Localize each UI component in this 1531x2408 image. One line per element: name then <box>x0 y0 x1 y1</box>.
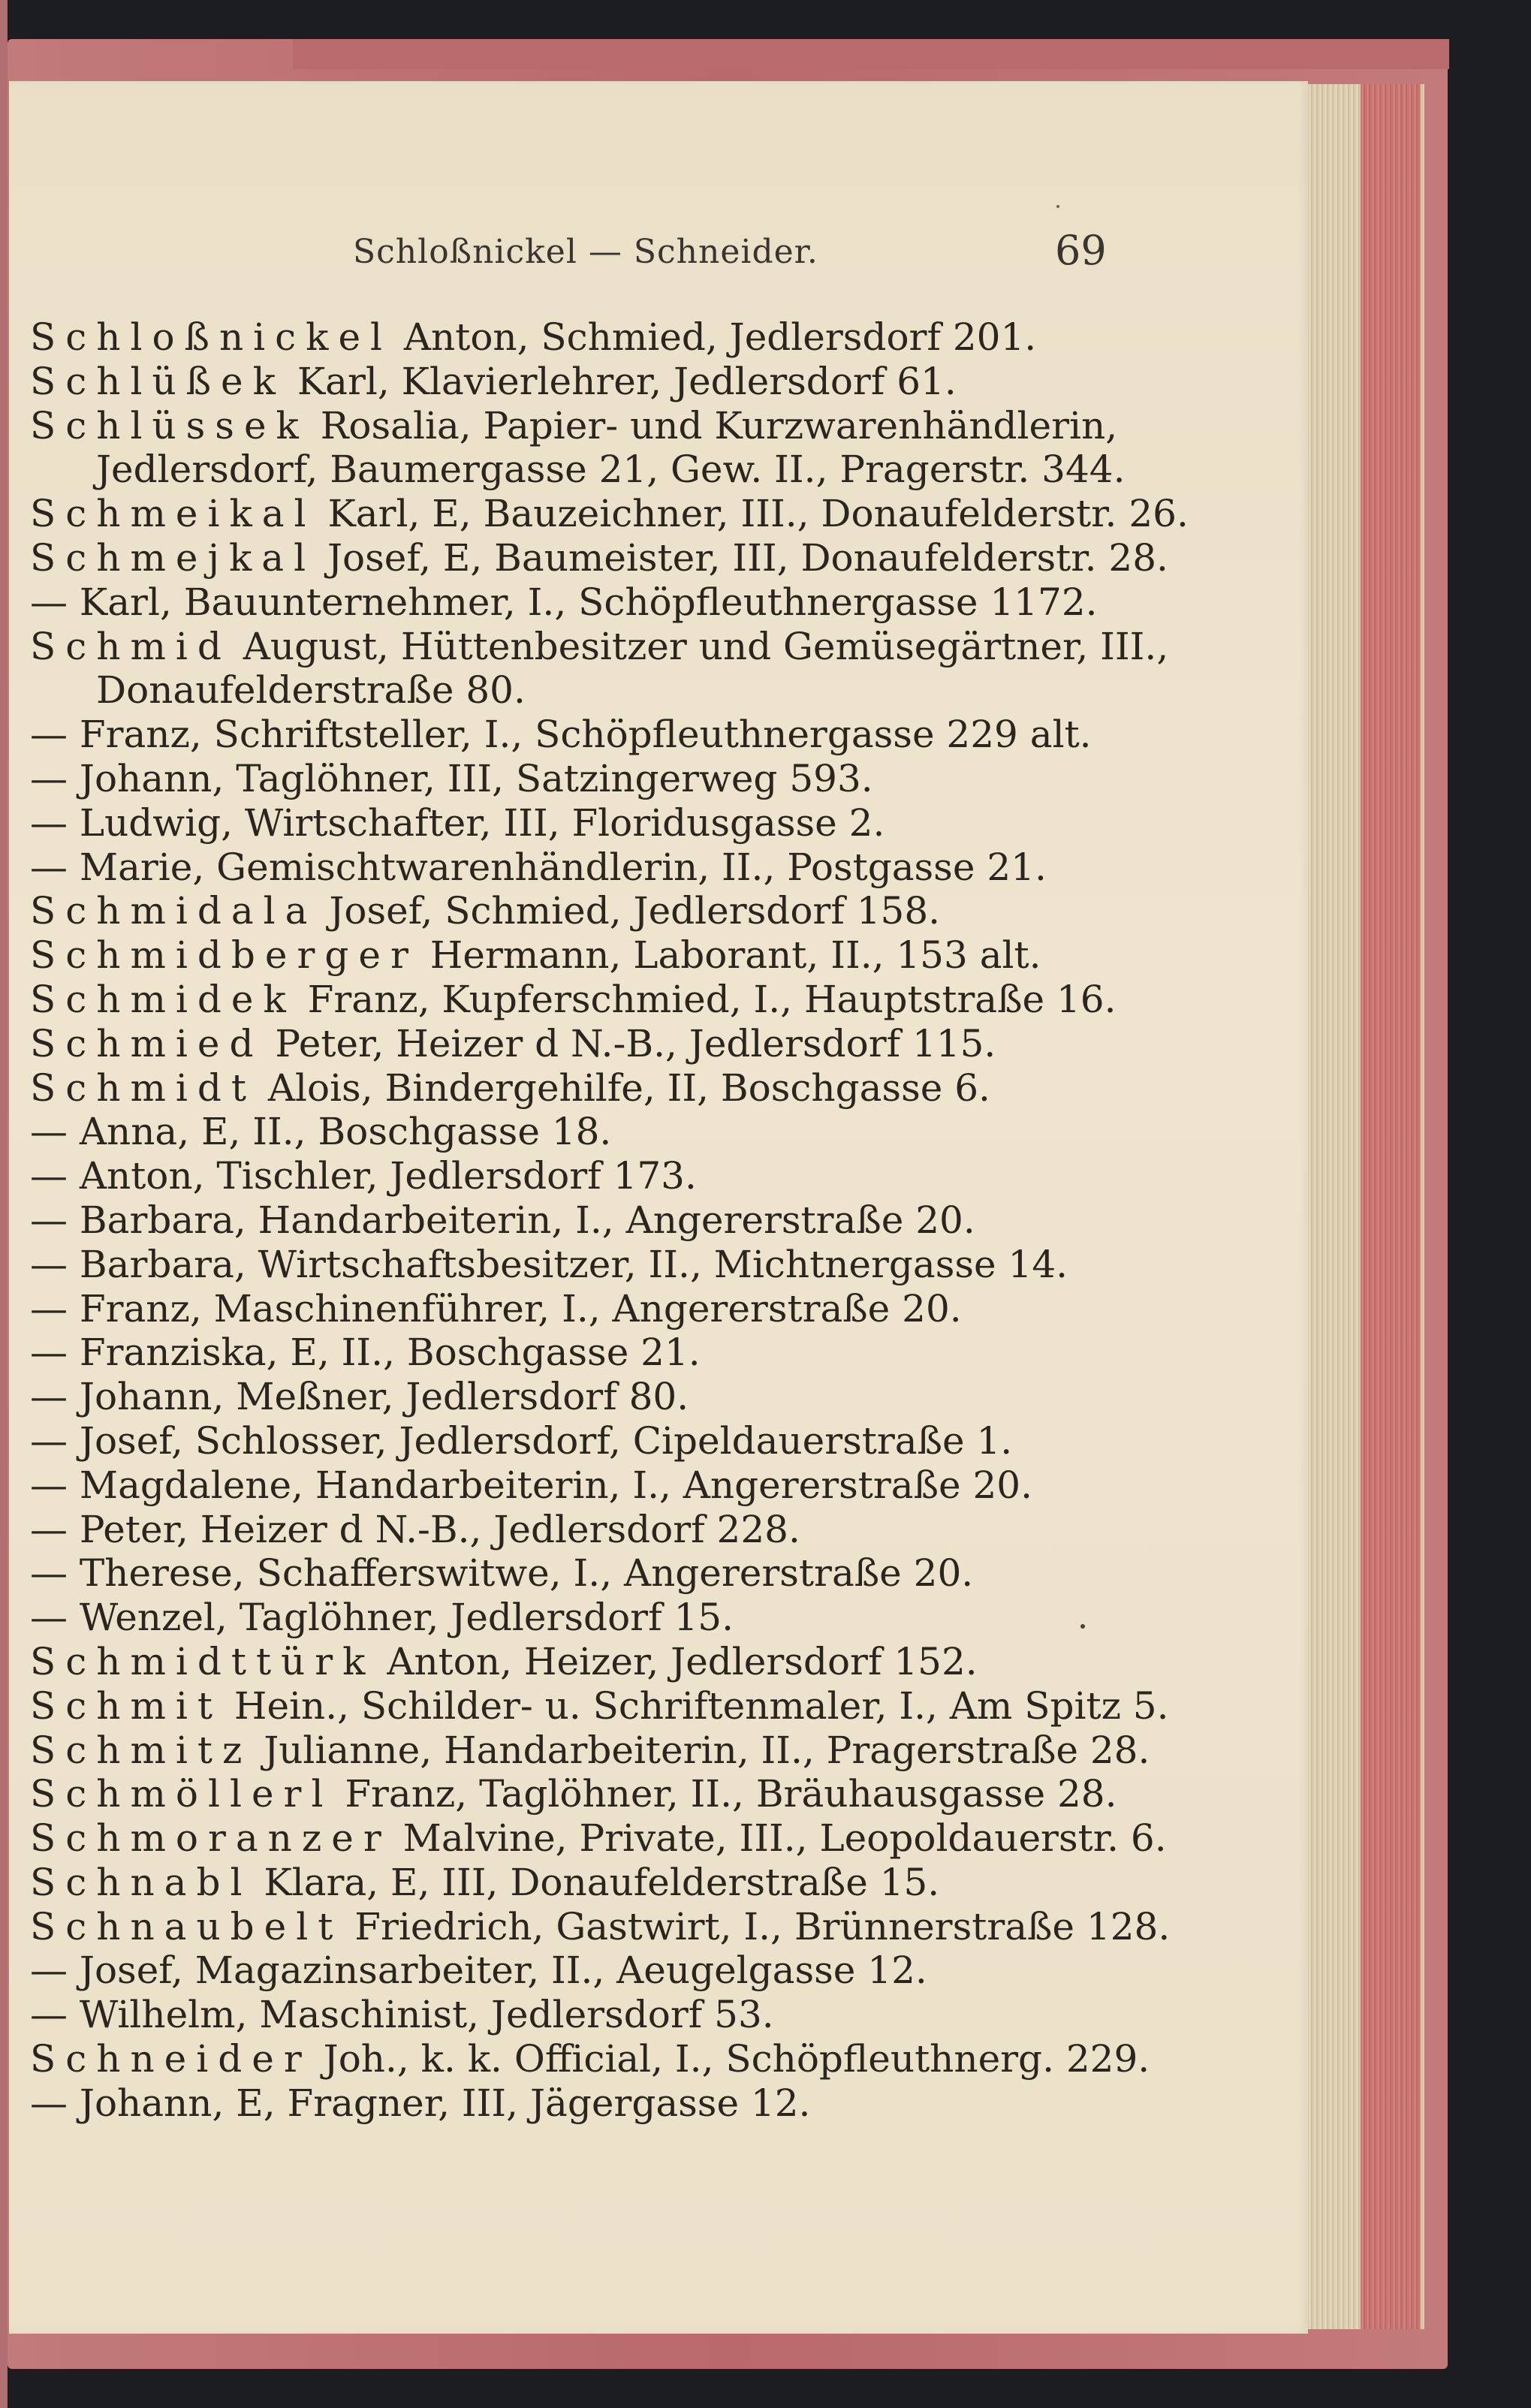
directory-entries <box>30 315 1189 2126</box>
entry-text: Hermann, Laborant, II., 153 alt. <box>417 933 1041 978</box>
directory-entry <box>30 1861 1111 1905</box>
entry-surname: Schmoranzer <box>30 1816 391 1861</box>
entry-text: Karl, E, Bauzeichner, III., Donaufelderstr. 26. <box>315 492 1189 536</box>
directory-entry <box>30 1596 1111 1640</box>
directory-entry <box>30 1904 1171 1949</box>
page-stack-red-edges <box>1361 84 1421 2329</box>
entry-text: Donaufelderstraße 80. <box>96 668 526 713</box>
entry-surname: Schmejkal <box>30 535 316 580</box>
entry-surname: Schmied <box>30 1021 264 1065</box>
entry-surname: Schmeikal <box>30 492 316 536</box>
directory-entry <box>30 1683 1169 1728</box>
entry-text: — Karl, Bauunternehmer, I., Schöpfleuthnergasse 1172. <box>30 580 1098 624</box>
entry-surname: Schmit <box>30 1683 222 1728</box>
entry-text: — Anton, Tischler, Jedlersdorf 173. <box>30 1154 697 1198</box>
directory-entry <box>30 1066 1111 1111</box>
entry-surname: Schmid <box>30 624 231 668</box>
entry-text: Karl, Klavierlehrer, Jedlersdorf 61. <box>285 359 957 403</box>
entry-surname: Schnabl <box>30 1860 252 1904</box>
entry-text: — Johann, E, Fragner, III, Jägergasse 12. <box>30 2081 811 2125</box>
entry-surname: Schmidberger <box>30 933 418 978</box>
directory-entry <box>30 1375 1111 1419</box>
directory-entry <box>30 315 1111 360</box>
entry-text: Malvine, Private, III., Leopoldauerstr. 6. <box>390 1816 1167 1861</box>
entry-text: — Franz, Schriftsteller, I., Schöpfleuthnergasse 229 alt. <box>30 713 1092 757</box>
directory-entry <box>30 757 1111 801</box>
entry-text: Franz, Taglöhner, II., Bräuhausgasse 28. <box>333 1772 1117 1816</box>
entry-text: Rosalia, Papier- und Kurzwarenhändlerin, <box>308 403 1118 448</box>
entry-text: Anton, Schmied, Jedlersdorf 201. <box>392 315 1037 359</box>
entry-text: — Johann, Meßner, Jedlersdorf 80. <box>30 1375 689 1419</box>
directory-entry <box>30 933 1111 978</box>
directory-entry <box>30 668 1111 713</box>
entry-text: — Franziska, E, II., Boschgasse 21. <box>30 1331 701 1375</box>
directory-entry <box>30 977 1117 1022</box>
running-title: Schloßnickel — Schneider. <box>353 233 818 271</box>
directory-entry <box>30 403 1118 448</box>
entry-surname: Schmöllerl <box>30 1772 333 1816</box>
entry-text: Klara, E, III, Donaufelderstraße 15. <box>252 1860 940 1904</box>
page-number: 69 <box>1055 227 1107 274</box>
entry-surname: Schmidttürk <box>30 1639 375 1683</box>
entry-surname: Schmitz <box>30 1728 252 1772</box>
entry-text: — Magdalene, Handarbeiterin, I., Angererstraße 20. <box>30 1463 1032 1507</box>
directory-entry <box>30 448 1126 492</box>
entry-surname: Schlüßek <box>30 359 285 403</box>
directory-entry <box>30 845 1111 890</box>
entry-text: — Barbara, Handarbeiterin, I., Angererstraße 20. <box>30 1198 975 1242</box>
entry-text: Josef, Schmied, Jedlersdorf 158. <box>317 889 941 933</box>
entry-text: — Ludwig, Wirtschafter, III, Floridusgasse 2. <box>30 800 885 845</box>
entry-text: — Therese, Schafferswitwe, I., Angererstraße 20. <box>30 1551 974 1596</box>
directory-entry <box>30 1287 1111 1331</box>
directory-entry <box>30 580 1111 625</box>
entry-text: Franz, Kupferschmied, I., Hauptstraße 16. <box>295 977 1117 1021</box>
cover-top-strip <box>293 39 1449 69</box>
directory-entry <box>30 1331 1111 1375</box>
entry-text: Alois, Bindergehilfe, II, Boschgasse 6. <box>255 1065 990 1110</box>
directory-entry <box>30 1772 1117 1816</box>
directory-entry <box>30 1022 1111 1066</box>
entry-text: — Johann, Taglöhner, III, Satzingerweg 593. <box>30 756 873 800</box>
directory-entry <box>30 889 1111 933</box>
directory-entry <box>30 2037 1150 2081</box>
entry-text: Hein., Schilder- u. Schriftenmaler, I., Am Spitz 5. <box>222 1683 1169 1728</box>
book-spine-edge <box>0 0 8 2408</box>
directory-entry <box>30 1419 1111 1463</box>
directory-entry <box>30 1463 1111 1508</box>
entry-text: — Franz, Maschinenführer, I., Angererstraße 20. <box>30 1286 962 1331</box>
entry-surname: Schmidala <box>30 889 318 933</box>
directory-entry <box>30 492 1189 536</box>
directory-entry <box>30 1640 1111 1684</box>
directory-entry <box>30 1948 1111 1993</box>
entry-text: Josef, E, Baumeister, III, Donaufelderstr. 28. <box>315 535 1168 580</box>
entry-surname: Schneider <box>30 2037 312 2081</box>
running-header <box>45 218 1111 278</box>
directory-entry <box>30 1154 1111 1198</box>
directory-entry <box>30 1551 1111 1596</box>
directory-entry <box>30 1243 1111 1287</box>
directory-entry <box>30 1816 1167 1861</box>
directory-entry <box>30 360 1111 404</box>
entry-text: Anton, Heizer, Jedlersdorf 152. <box>375 1639 978 1683</box>
entry-text: — Peter, Heizer d N.-B., Jedlersdorf 228. <box>30 1507 800 1551</box>
directory-entry <box>30 624 1169 669</box>
entry-surname: Schlüssek <box>30 403 309 448</box>
entry-text: — Marie, Gemischtwarenhändlerin, II., Postgasse 21. <box>30 845 1047 889</box>
entry-text: August, Hüttenbesitzer und Gemüsegärtner, III., <box>231 624 1169 668</box>
entry-surname: Schmidt <box>30 1065 256 1110</box>
directory-entry <box>30 1728 1150 1773</box>
entry-surname: Schmidek <box>30 977 296 1021</box>
entry-text: Joh., k. k. Official, I., Schöpfleuthnerg. 229. <box>311 2037 1150 2081</box>
entry-text: — Anna, E, II., Boschgasse 18. <box>30 1110 612 1154</box>
entry-text: Julianne, Handarbeiterin, II., Pragerstraße 28. <box>252 1728 1150 1772</box>
directory-entry <box>30 2081 1111 2126</box>
entry-surname: Schnaubelt <box>30 1904 343 1948</box>
directory-entry <box>30 1198 1111 1243</box>
entry-text: Jedlersdorf, Baumergasse 21, Gew. II., Pragerstr. 344. <box>96 448 1126 492</box>
directory-entry <box>30 713 1111 757</box>
entry-text: — Wilhelm, Maschinist, Jedlersdorf 53. <box>30 1993 774 2037</box>
directory-entry <box>30 535 1168 580</box>
directory-entry <box>30 1993 1111 2037</box>
entry-text: — Josef, Magazinsarbeiter, II., Aeugelgasse 12. <box>30 1948 927 1993</box>
paper-speck <box>1056 205 1059 208</box>
entry-text: Friedrich, Gastwirt, I., Brünnerstraße 128. <box>342 1904 1171 1948</box>
entry-text: Peter, Heizer d N.-B., Jedlersdorf 115. <box>263 1021 996 1065</box>
entry-text: — Wenzel, Taglöhner, Jedlersdorf 15. <box>30 1596 734 1640</box>
directory-entry <box>30 1110 1111 1154</box>
entry-text: — Barbara, Wirtschaftsbesitzer, II., Michtnergasse 14. <box>30 1242 1068 1286</box>
entry-text: — Josef, Schlosser, Jedlersdorf, Cipeldauerstraße 1. <box>30 1418 1013 1463</box>
entry-surname: Schloßnickel <box>30 315 393 359</box>
directory-entry <box>30 801 1111 845</box>
directory-entry <box>30 1508 1111 1552</box>
